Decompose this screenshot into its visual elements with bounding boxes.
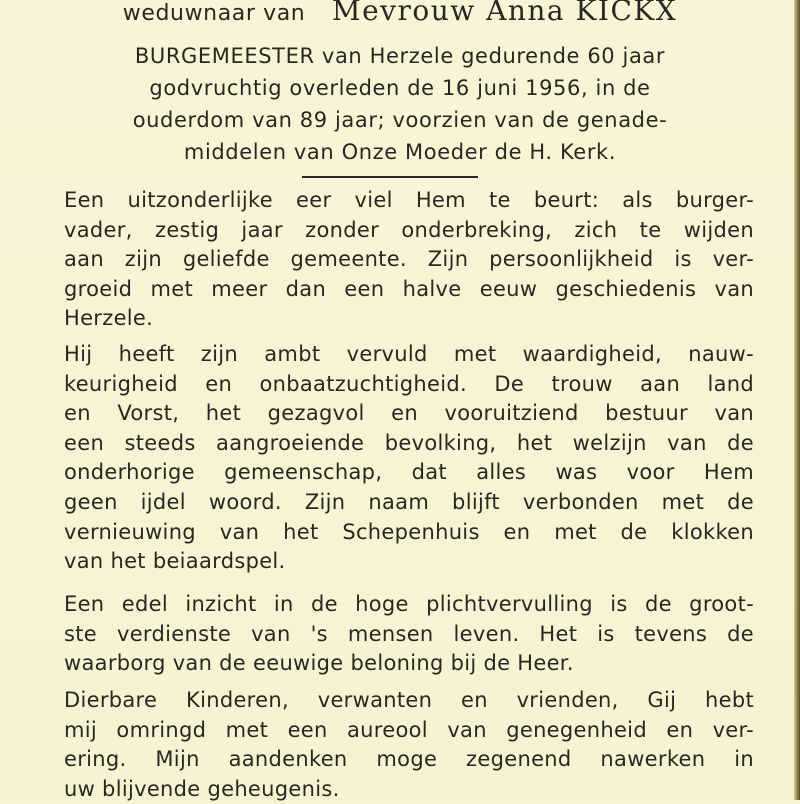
death-date-line: godvruchtig overleden de 16 juni 1956, in de <box>149 76 651 100</box>
text-line: ste verdienste van 's mensen leven. Het is tevens de <box>64 621 754 646</box>
text-line: Een uitzonderlijke eer viel Hem te beurt: als burger- <box>64 188 754 212</box>
text-line: ering. Mijn aandenken moge zegenend nawerken in <box>64 747 754 772</box>
text-line: groeid met meer dan een halve eeuw geschiedenis van <box>64 276 754 301</box>
paragraph-office <box>64 340 754 577</box>
mayor-line: BURGEMEESTER van Herzele gedurende 60 jaar <box>134 44 666 68</box>
text-line: Hij heeft zijn ambt vervuld met waardigheid, nauw- <box>64 342 754 366</box>
text-line: vernieuwing van het Schepenhuis en met de klokken <box>64 519 754 544</box>
text-line: vader, zestig jaar zonder onderbreking, zich te wijden <box>64 217 754 242</box>
text-line: een steeds aangroeiende bevolking, het welzijn van de <box>64 430 754 455</box>
divider-rule <box>302 176 478 178</box>
sacraments-line: middelen van Onze Moeder de H. Kerk. <box>183 140 617 164</box>
text-line: aan zijn geliefde gemeente. Zijn persoonlijkheid is ver- <box>64 247 754 272</box>
text-line: van het beiaardspel. <box>64 549 286 574</box>
text-line: Herzele. <box>64 306 154 331</box>
paragraph-honor <box>64 186 754 334</box>
widower-prefix: weduwnaar van <box>122 1 306 26</box>
text-line: onderhorige gemeenschap, dat alles was voor Hem <box>64 460 754 485</box>
card-edge <box>794 0 800 800</box>
text-line: uw blijvende geheugenis. <box>64 776 340 801</box>
text-line: Een edel inzicht in de hoge plichtvervulling is de groot- <box>64 592 754 616</box>
text-line: waarborg van de eeuwige beloning bij de Heer. <box>64 651 574 676</box>
text-line: keurigheid en onbaatzuchtigheid. De trouw aan land <box>64 371 754 396</box>
paragraph-duty <box>64 590 754 679</box>
text-line: Dierbare Kinderen, verwanten en vrienden, Gij hebt <box>64 688 754 712</box>
text-line: geen ijdel woord. Zijn naam blijft verbonden met de <box>64 489 754 514</box>
text-line: mij omringd met een aureool van genegenheid en ver- <box>64 717 754 742</box>
widower-line <box>0 0 800 27</box>
text-line: en Vorst, het gezagvol en vooruitziend bestuur van <box>64 401 754 426</box>
paragraph-farewell <box>64 686 754 804</box>
age-line: ouderdom van 89 jaar; voorzien van de genade- <box>132 108 668 132</box>
widow-name: Mevrouw Anna KICKX <box>331 0 678 27</box>
